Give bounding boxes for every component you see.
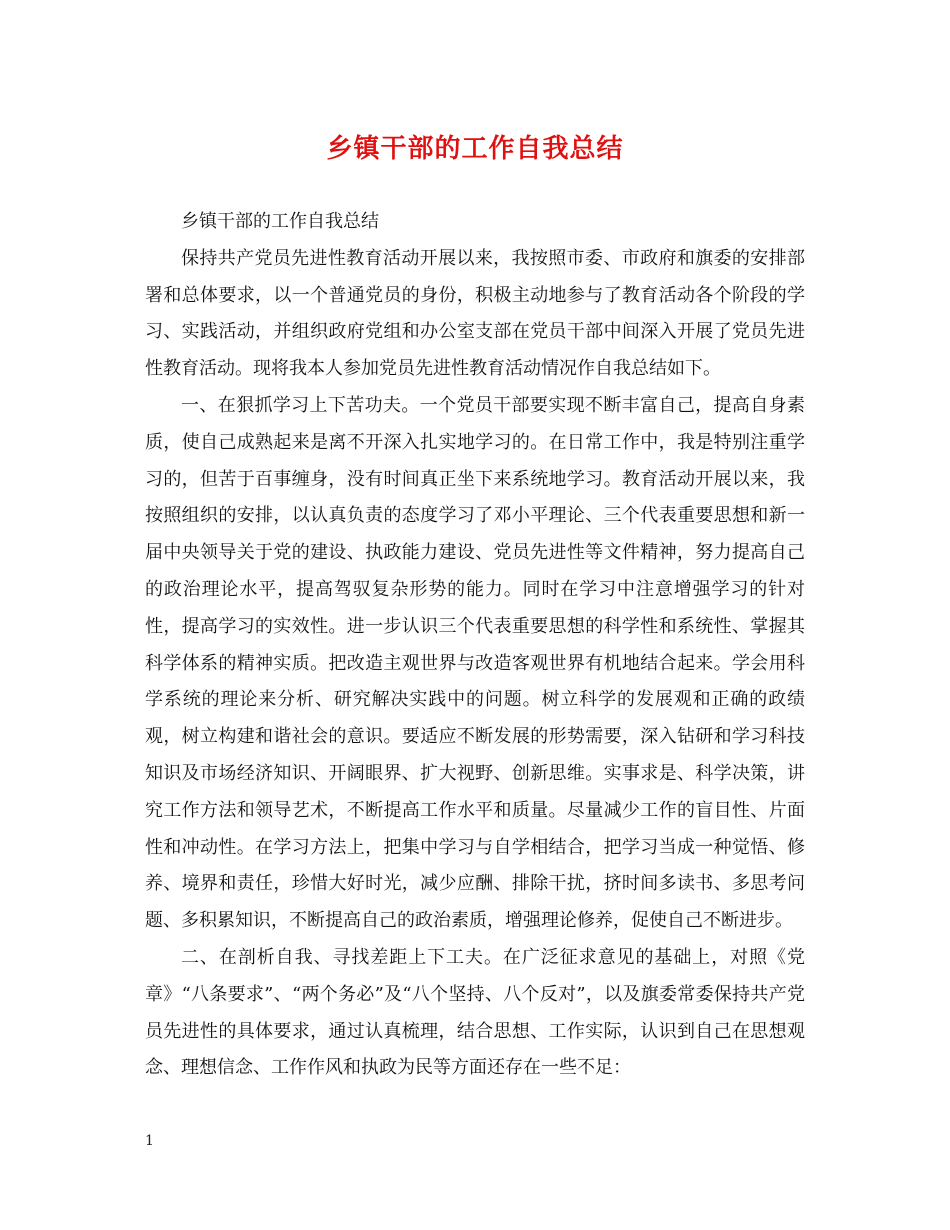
paragraph-section-two: 二、在剖析自我、寻找差距上下工夫。在广泛征求意见的基础上，对照《党章》“八条要求”、“两个务必”及“八个坚持、八个反对”，以及旗委常委保持共产党员先进性的具体要求，通过认真梳理，结合思想、工作实际，认识到自己在思想观念、理想信念、工作作风和执政为民等方面还存在一些不足： xyxy=(145,946,805,1079)
paragraph-intro: 保持共产党员先进性教育活动开展以来，我按照市委、市政府和旗委的安排部署和总体要求，以一个普通党员的身份，积极主动地参与了教育活动各个阶段的学习、实践活动，并组织政府党组和办公室支部在党员干部中间深入开展了党员先进性教育活动。现将我本人参加党员先进性教育活动情况作自我总结如下。 xyxy=(145,247,805,380)
document-title: 乡镇干部的工作自我总结 xyxy=(326,134,624,164)
page-number: 1 xyxy=(145,1133,154,1149)
paragraph-subtitle: 乡镇干部的工作自我总结 xyxy=(181,211,379,232)
document-body xyxy=(145,204,805,1087)
paragraph-section-one: 一、在狠抓学习上下苦功夫。一个党员干部要实现不断丰富自己，提高自身素质，使自己成熟起来是离不开深入扎实地学习的。在日常工作中，我是特别注重学习的，但苦于百事缠身，没有时间真正坐下来系统地学习。教育活动开展以来，我按照组织的安排，以认真负责的态度学习了邓小平理论、三个代表重要思想和新一届中央领导关于党的建设、执政能力建设、党员先进性等文件精神，努力提高自己的政治理论水平，提高驾驭复杂形势的能力。同时在学习中注意增强学习的针对性，提高学习的实效性。进一步认识三个代表重要思想的科学性和系统性、掌握其科学体系的精神实质。把改造主观世界与改造客观世界有机地结合起来。学会用科学系统的理论来分析、研究解决实践中的问题。树立科学的发展观和正确的政绩观，树立构建和谐社会的意识。要适应不断发展的形势需要，深入钻研和学习科技知识及市场经济知识、开阔眼界、扩大视野、创新思维。实事求是、科学决策，讲究工作方法和领导艺术，不断提高工作水平和质量。尽量减少工作的盲目性、片面性和冲动性。在学习方法上，把集中学习与自学相结合，把学习当成一种觉悟、修养、境界和责任，珍惜大好时光，减少应酬、排除干扰，挤时间多读书、多思考问题、多积累知识，不断提高自己的政治素质，增强理论修养，促使自己不断进步。 xyxy=(145,394,805,932)
